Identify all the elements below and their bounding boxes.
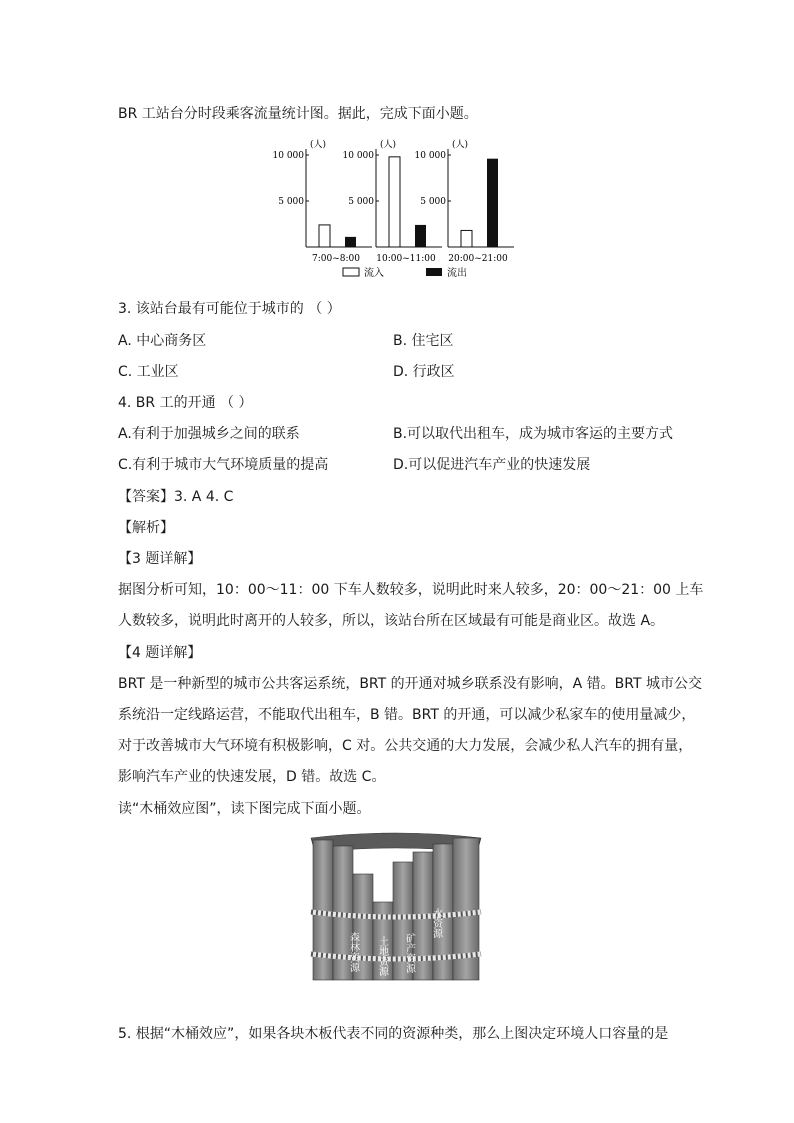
q4-detail-line-1: BRT 是一种新型的城市公共客运系统，BRT 的开通对城乡联系没有影响，A 错。BRT 城市公交 — [118, 676, 702, 692]
q4-detail-line-3: 对于改善城市大气环境有积极影响，C 对。公共交通的大力发展，会减少私人汽车的拥有量， — [118, 738, 693, 754]
chart-panel-3 — [415, 138, 515, 264]
q4-detail-line-4: 影响汽车产业的快速发展，D 错。故选 C。 — [118, 769, 386, 785]
q4-option-a: A.有利于加强城乡之间的联系 — [118, 426, 300, 442]
y-unit-label: (人) — [310, 140, 327, 150]
q3-option-a: A. 中心商务区 — [118, 333, 207, 349]
bar-inflow — [461, 230, 472, 247]
q4-option-c: C.有利于城市大气环境质量的提高 — [118, 457, 329, 473]
y-unit-label: (人) — [452, 140, 469, 150]
legend-outflow-label: 流出 — [447, 268, 467, 279]
chart-legend — [343, 266, 467, 279]
passenger-flow-chart — [270, 135, 520, 285]
y-tick-label: 10 000 — [272, 151, 304, 161]
x-category-label: 10:00~11:00 — [376, 254, 436, 264]
land-resource-label: 土地资源 — [376, 936, 388, 976]
q4-option-b: B.可以取代出租车，成为城市客运的主要方式 — [393, 426, 674, 442]
stave — [313, 840, 333, 980]
q4-option-d: D.可以促进汽车产业的快速发展 — [393, 457, 591, 473]
bar-outflow — [415, 225, 426, 247]
water-resource-label: 水资源 — [430, 908, 442, 938]
legend-inflow-swatch — [343, 268, 359, 276]
analysis-heading: 【解析】 — [118, 520, 174, 536]
y-tick-label: 5 000 — [278, 197, 304, 207]
q5-stem: 5. 根据“木桶效应”，如果各块木板代表不同的资源种类，那么上图决定环境人口容量的是 — [118, 1026, 669, 1042]
intro-text: BR 工站台分时段乘客流量统计图。据此，完成下面小题。 — [118, 106, 478, 122]
legend-outflow-swatch — [426, 268, 442, 276]
bar-inflow — [389, 157, 400, 247]
wooden-barrel-illustration — [305, 832, 487, 982]
mineral-resource-label: 矿产资源 — [403, 933, 415, 973]
y-tick-label: 5 000 — [420, 197, 446, 207]
forest-resource-label: 森林资源 — [347, 932, 359, 972]
x-category-label: 7:00~8:00 — [312, 254, 360, 264]
legend-inflow-label: 流入 — [364, 268, 384, 279]
q3-detail-line-1: 据图分析可知，10：00～11：00 下车人数较多，说明此时来人较多，20：00～21：00 上车 — [118, 582, 704, 598]
bar-outflow — [487, 159, 498, 247]
y-unit-label: (人) — [380, 140, 397, 150]
q3-option-d: D. 行政区 — [393, 364, 455, 380]
answer-line: 【答案】3. A 4. C — [118, 489, 234, 505]
q4-stem: 4. BR 工的开通 （ ） — [118, 395, 253, 411]
q4-detail-line-2: 系统沿一定线路运营，不能取代出租车，B 错。BRT 的开通，可以减少私家车的使用量减少， — [118, 707, 696, 723]
q3-option-b: B. 住宅区 — [393, 333, 454, 349]
y-tick-label: 5 000 — [348, 197, 374, 207]
y-tick-label: 10 000 — [414, 151, 446, 161]
q4-detail-heading: 【4 题详解】 — [118, 645, 202, 661]
barrel-intro: 读“木桶效应图”，读下图完成下面小题。 — [118, 801, 371, 817]
x-category-label: 20:00~21:00 — [448, 254, 508, 264]
q3-detail-heading: 【3 题详解】 — [118, 551, 202, 567]
q3-detail-line-2: 人数较多，说明此时离开的人较多，所以，该站台所在区域最有可能是商业区。故选 A。 — [118, 613, 665, 629]
q3-stem: 3. 该站台最有可能位于城市的 （ ） — [118, 301, 341, 317]
bar-inflow — [319, 225, 330, 247]
y-tick-label: 10 000 — [342, 151, 374, 161]
q3-option-c: C. 工业区 — [118, 364, 179, 380]
bar-outflow — [345, 237, 356, 247]
